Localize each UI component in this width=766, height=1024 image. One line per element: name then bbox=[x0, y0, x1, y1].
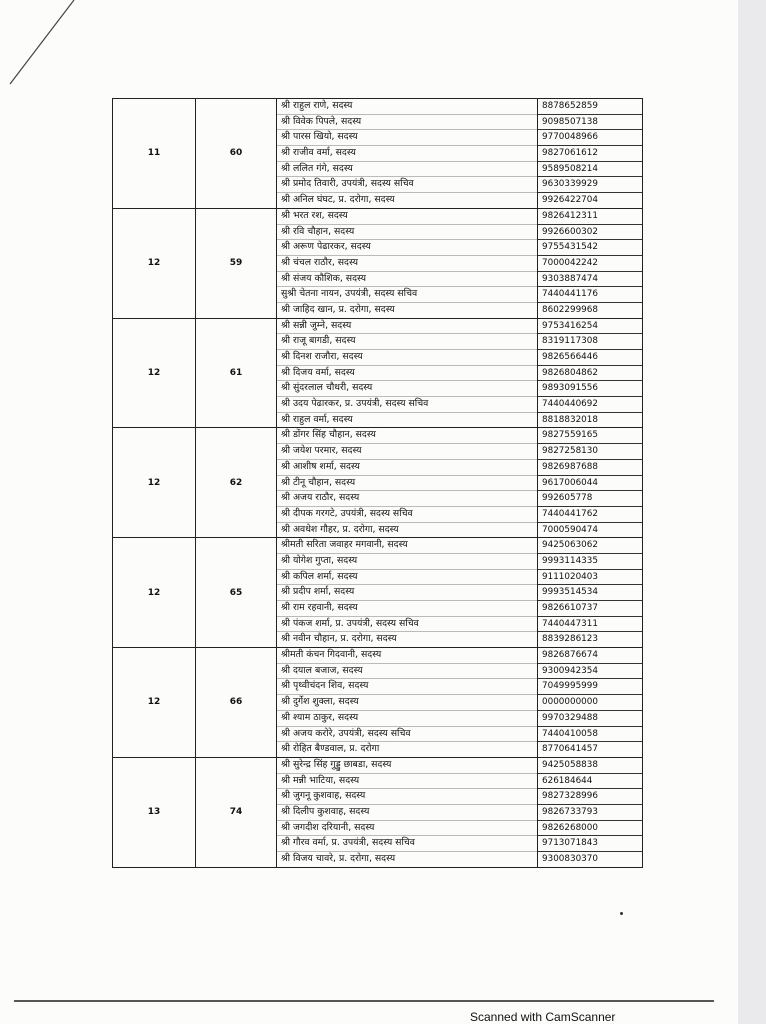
member-name: श्री पृथ्वीचंदन शिव, सदस्य bbox=[277, 679, 537, 695]
member-phone: 9753416254 bbox=[538, 319, 642, 335]
zone-cell: 61 bbox=[196, 318, 277, 428]
member-phone: 9826566446 bbox=[538, 350, 642, 366]
member-name: श्री उदय पेढारकर, प्र. उपयंत्री, सदस्य सचिव bbox=[277, 397, 537, 413]
member-names-cell bbox=[277, 428, 538, 538]
member-name: श्री दिलीप कुशवाह, सदस्य bbox=[277, 805, 537, 821]
member-names-cell bbox=[277, 208, 538, 318]
member-phone: 9893091556 bbox=[538, 381, 642, 397]
member-phone: 9827559165 bbox=[538, 428, 642, 444]
member-name: श्रीमती कंचन गिदवानी, सदस्य bbox=[277, 648, 537, 664]
member-phone: 9926422704 bbox=[542, 195, 598, 206]
member-name: श्री पंकज शर्मा, प्र. उपयंत्री, सदस्य सचिव bbox=[277, 617, 537, 633]
member-phone: 9111020403 bbox=[538, 570, 642, 586]
member-phone: 9098507138 bbox=[538, 115, 642, 131]
ward-cell: 12 bbox=[113, 648, 196, 758]
member-name: श्री राम रहवानी, सदस्य bbox=[277, 601, 537, 617]
ward-cell: 11 bbox=[113, 99, 196, 209]
member-names-cell bbox=[277, 538, 538, 648]
member-phones-cell bbox=[538, 757, 643, 867]
ward-cell: 12 bbox=[113, 208, 196, 318]
member-phone: 9826804862 bbox=[538, 366, 642, 382]
member-name: श्री राजू बागडी, सदस्य bbox=[277, 334, 537, 350]
member-name: श्री भरत रश, सदस्य bbox=[277, 209, 537, 225]
table-row bbox=[113, 757, 643, 867]
member-phone: 9827061612 bbox=[538, 146, 642, 162]
member-phone: 8878652859 bbox=[538, 99, 642, 115]
scan-margin bbox=[738, 0, 766, 1024]
member-name: श्री रवि चौहान, सदस्य bbox=[277, 225, 537, 241]
member-phone: 7440441176 bbox=[538, 287, 642, 303]
member-names-cell bbox=[277, 757, 538, 867]
member-name: श्री चंचल राठौर, सदस्य bbox=[277, 256, 537, 272]
member-phone: 7000042242 bbox=[538, 256, 642, 272]
zone-cell: 60 bbox=[196, 99, 277, 209]
scanner-watermark: Scanned with CamScanner bbox=[470, 1010, 616, 1024]
member-name: श्री जयेश परमार, सदस्य bbox=[277, 444, 537, 460]
member-phone: 9770048966 bbox=[538, 130, 642, 146]
ward-cell: 12 bbox=[113, 318, 196, 428]
member-phone: 9826987688 bbox=[538, 460, 642, 476]
corner-fold-line bbox=[0, 0, 90, 100]
member-name: श्री रोहित बैण्डवाल, प्र. दरोगा bbox=[281, 743, 380, 755]
member-name: श्री योगेश गुप्ता, सदस्य bbox=[277, 554, 537, 570]
member-phone: 9827258130 bbox=[538, 444, 642, 460]
member-name: श्री गौरव वर्मा, प्र. उपयंत्री, सदस्य सचिव bbox=[277, 836, 537, 852]
member-name: श्री सुरेन्द्र सिंह गुड्डु छाबडा, सदस्य bbox=[277, 758, 537, 774]
member-name: श्री जाहिद खान, प्र. दरोगा, सदस्य bbox=[281, 303, 395, 315]
member-phone: 9300830370 bbox=[542, 854, 598, 864]
zone-cell: 66 bbox=[196, 648, 277, 758]
member-name: श्री श्याम ठाकुर, सदस्य bbox=[277, 711, 537, 727]
member-name: श्री सुंदरलाल चौधरी, सदस्य bbox=[277, 381, 537, 397]
member-phone: 9713071843 bbox=[538, 836, 642, 852]
member-phone: 9826876674 bbox=[538, 648, 642, 664]
member-name: श्री डोंगर सिंह चौहान, सदस्य bbox=[277, 428, 537, 444]
table-row bbox=[113, 648, 643, 758]
member-phone: 9630339929 bbox=[538, 177, 642, 193]
member-name: श्री जुगनू कुशवाह, सदस्य bbox=[277, 789, 537, 805]
member-name: श्री विवेक पिपले, सदस्य bbox=[277, 115, 537, 131]
member-phones-cell bbox=[538, 99, 643, 209]
member-name: श्री दयाल बजाज, सदस्य bbox=[277, 664, 537, 680]
member-phone: 9827328996 bbox=[538, 789, 642, 805]
table-body bbox=[113, 99, 643, 868]
ward-cell: 12 bbox=[113, 538, 196, 648]
member-name: श्री आशीष शर्मा, सदस्य bbox=[277, 460, 537, 476]
member-phone: 8319117308 bbox=[538, 334, 642, 350]
member-phone: 7440440692 bbox=[538, 397, 642, 413]
member-phones-cell bbox=[538, 538, 643, 648]
member-phone: 626184644 bbox=[538, 774, 642, 790]
member-phone: 0000000000 bbox=[538, 695, 642, 711]
member-phone: 9970329488 bbox=[538, 711, 642, 727]
member-phone: 9303887474 bbox=[538, 272, 642, 288]
member-name: श्री नवीन चौहान, प्र. दरोगा, सदस्य bbox=[281, 633, 397, 645]
member-name: श्री अजय राठौर, सदस्य bbox=[277, 491, 537, 507]
member-phone: 7440410058 bbox=[538, 727, 642, 743]
members-table bbox=[112, 98, 643, 868]
member-phone: 9826412311 bbox=[538, 209, 642, 225]
member-name: श्री अजय करोरे, उपयंत्री, सदस्य सचिव bbox=[277, 727, 537, 743]
table-row bbox=[113, 208, 643, 318]
member-name: श्री मन्नी भाटिया, सदस्य bbox=[277, 774, 537, 790]
member-name: श्री अवधेश गौहर, प्र. दरोगा, सदस्य bbox=[281, 523, 399, 535]
member-phone: 9300942354 bbox=[538, 664, 642, 680]
zone-cell: 65 bbox=[196, 538, 277, 648]
member-phone: 9926600302 bbox=[538, 225, 642, 241]
member-phone: 7440441762 bbox=[538, 507, 642, 523]
member-names-cell bbox=[277, 648, 538, 758]
member-names-cell bbox=[277, 318, 538, 428]
member-phone: 9755431542 bbox=[538, 240, 642, 256]
member-phone: 9993514534 bbox=[538, 585, 642, 601]
member-name: श्री दुर्गेश शुक्ला, सदस्य bbox=[277, 695, 537, 711]
member-name: श्री राजीव वर्मा, सदस्य bbox=[277, 146, 537, 162]
member-phone: 8818832018 bbox=[542, 414, 598, 425]
table-row bbox=[113, 318, 643, 428]
page-bottom-edge bbox=[14, 1000, 714, 1002]
member-name: श्री कपिल शर्मा, सदस्य bbox=[277, 570, 537, 586]
member-name: श्री टीनू चौहान, सदस्य bbox=[277, 476, 537, 492]
member-phone: 9993114335 bbox=[538, 554, 642, 570]
member-phone: 9425063062 bbox=[538, 538, 642, 554]
member-phone: 9826610737 bbox=[538, 601, 642, 617]
member-name: श्री प्रदीप शर्मा, सदस्य bbox=[277, 585, 537, 601]
member-phone: 9617006044 bbox=[538, 476, 642, 492]
member-name: श्री दीपक गरगटे, उपयंत्री, सदस्य सचिव bbox=[277, 507, 537, 523]
table-row bbox=[113, 538, 643, 648]
member-name: श्री अनिल घंघट, प्र. दरोगा, सदस्य bbox=[281, 194, 395, 206]
member-name: श्री ललित गंगे, सदस्य bbox=[277, 162, 537, 178]
table-row bbox=[113, 99, 643, 209]
member-name: सुश्री चेतना नायन, उपयंत्री, सदस्य सचिव bbox=[277, 287, 537, 303]
member-name: श्री पारस खियो, सदस्य bbox=[277, 130, 537, 146]
member-phone: 7440447311 bbox=[538, 617, 642, 633]
table-row bbox=[113, 428, 643, 538]
member-names-cell bbox=[277, 99, 538, 209]
zone-cell: 74 bbox=[196, 757, 277, 867]
scan-speck bbox=[620, 912, 623, 915]
zone-cell: 59 bbox=[196, 208, 277, 318]
member-phone: 992605778 bbox=[538, 491, 642, 507]
member-phone: 8770641457 bbox=[542, 744, 598, 755]
member-phones-cell bbox=[538, 428, 643, 538]
member-phone: 7049995999 bbox=[538, 679, 642, 695]
zone-cell: 62 bbox=[196, 428, 277, 538]
member-phone: 8839286123 bbox=[542, 634, 598, 645]
ward-cell: 12 bbox=[113, 428, 196, 538]
member-phones-cell bbox=[538, 318, 643, 428]
member-name: श्री जगदीश दरियानी, सदस्य bbox=[277, 821, 537, 837]
member-phones-cell bbox=[538, 208, 643, 318]
member-name: श्री संजय कौशिक, सदस्य bbox=[277, 272, 537, 288]
member-name: श्री विजय चावरे, प्र. दरोगा, सदस्य bbox=[281, 853, 396, 864]
member-name: श्री सन्नी जुम्ने, सदस्य bbox=[277, 319, 537, 335]
member-phone: 7000590474 bbox=[542, 524, 598, 535]
member-name: श्री राहुल राणे, सदस्य bbox=[277, 99, 537, 115]
member-phone: 9826733793 bbox=[538, 805, 642, 821]
member-name: श्री दिजय वर्मा, सदस्य bbox=[277, 366, 537, 382]
member-name: श्रीमती सरिता जवाहर मगवानी, सदस्य bbox=[277, 538, 537, 554]
member-phones-cell bbox=[538, 648, 643, 758]
member-phone: 9425058838 bbox=[538, 758, 642, 774]
member-phone: 9589508214 bbox=[538, 162, 642, 178]
member-phone: 9826268000 bbox=[538, 821, 642, 837]
member-name: श्री अरूण पेढारकर, सदस्य bbox=[277, 240, 537, 256]
member-phone: 8602299968 bbox=[542, 304, 598, 315]
ward-cell: 13 bbox=[113, 757, 196, 867]
member-name: श्री राहुल वर्मा, सदस्य bbox=[281, 413, 353, 425]
member-name: श्री दिनश राजौरा, सदस्य bbox=[277, 350, 537, 366]
member-name: श्री प्रमोद तिवारी, उपयंत्री, सदस्य सचिव bbox=[277, 177, 537, 193]
